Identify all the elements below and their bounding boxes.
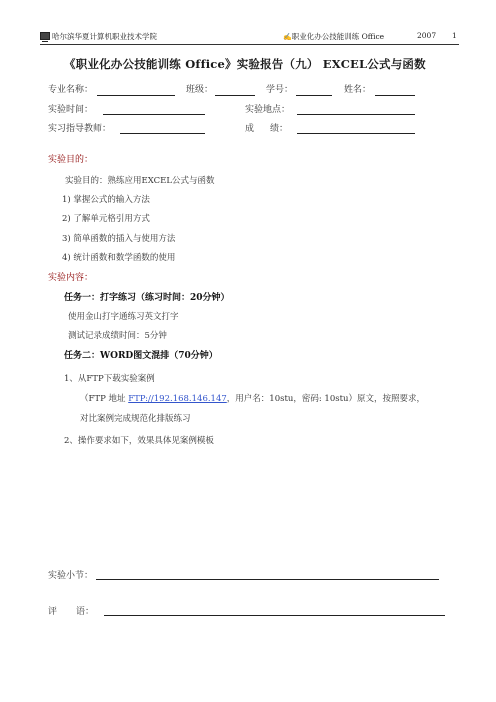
header-page-number: 1 <box>452 31 457 40</box>
task2-title: 任务二：WORD图文混排（70分钟） <box>64 351 218 361</box>
grade-blank[interactable] <box>297 133 415 134</box>
summary-blank[interactable] <box>96 579 439 580</box>
step1-continuation: 对比案例完成规范化排版练习 <box>80 414 191 424</box>
purpose-item: 1) 掌握公式的输入方法 <box>62 195 150 205</box>
student-id-label: 学号： <box>266 85 294 95</box>
step1-detail <box>80 392 425 404</box>
purpose-item: 3) 简单函数的插入与使用方法 <box>62 234 176 244</box>
header-course <box>283 31 384 42</box>
review-blank[interactable] <box>104 615 445 616</box>
task1-title: 任务一：打字练习（练习时间：20分钟） <box>64 293 230 303</box>
pen-icon: ✍ <box>283 33 292 41</box>
time-label: 实验时间： <box>48 105 94 115</box>
header-course-text: 职业化办公技能训练 Office <box>291 32 385 41</box>
grade-label-1: 成 <box>245 124 255 134</box>
step1-pre: （FTP 地址 <box>80 394 129 404</box>
grade-label-2: 绩： <box>270 124 289 134</box>
header-school <box>40 31 157 42</box>
class-blank[interactable] <box>215 95 255 96</box>
name-blank[interactable] <box>375 95 415 96</box>
class-label: 班级： <box>186 85 214 95</box>
time-blank[interactable] <box>103 114 205 115</box>
step2-text: 2、操作要求如下，效果具体见案例模板 <box>64 436 214 446</box>
instructor-label: 实习指导教师： <box>48 124 112 134</box>
purpose-item: 4) 统计函数和数学函数的使用 <box>62 253 176 263</box>
major-label: 专业名称： <box>48 85 94 95</box>
instructor-blank[interactable] <box>120 133 205 134</box>
purpose-intro: 实验目的：熟练应用EXCEL公式与函数 <box>65 176 215 186</box>
location-label: 实验地点： <box>245 105 291 115</box>
task1-line: 测试记录成绩时间：5分钟 <box>68 331 167 341</box>
purpose-item: 2) 了解单元格引用方式 <box>62 214 150 224</box>
review-label-1: 评 <box>48 607 58 617</box>
major-blank[interactable] <box>97 95 175 96</box>
header-year: 2007 <box>417 31 437 40</box>
name-label: 姓名： <box>344 85 372 95</box>
student-id-blank[interactable] <box>296 95 332 96</box>
step1-post: ，用户名：10stu，密码: 10stu）原文，按照要求， <box>226 394 425 404</box>
header-school-text: 哈尔滨华夏计算机职业技术学院 <box>52 32 157 41</box>
step1-text: 1、从FTP下载实验案例 <box>64 374 155 384</box>
summary-label: 实验小节： <box>48 571 94 581</box>
ftp-link[interactable]: FTP://192.168.146.147 <box>128 394 227 404</box>
report-title: 《职业化办公技能训练 Office》实验报告（九） EXCEL公式与函数 <box>64 57 426 71</box>
content-heading: 实验内容： <box>48 273 94 283</box>
purpose-heading: 实验目的： <box>48 155 94 165</box>
review-label-2: 语： <box>76 607 95 617</box>
computer-icon <box>40 32 50 40</box>
task1-line: 使用金山打字通练习英文打字 <box>68 312 179 322</box>
header-rule <box>40 44 459 45</box>
location-blank[interactable] <box>297 114 415 115</box>
